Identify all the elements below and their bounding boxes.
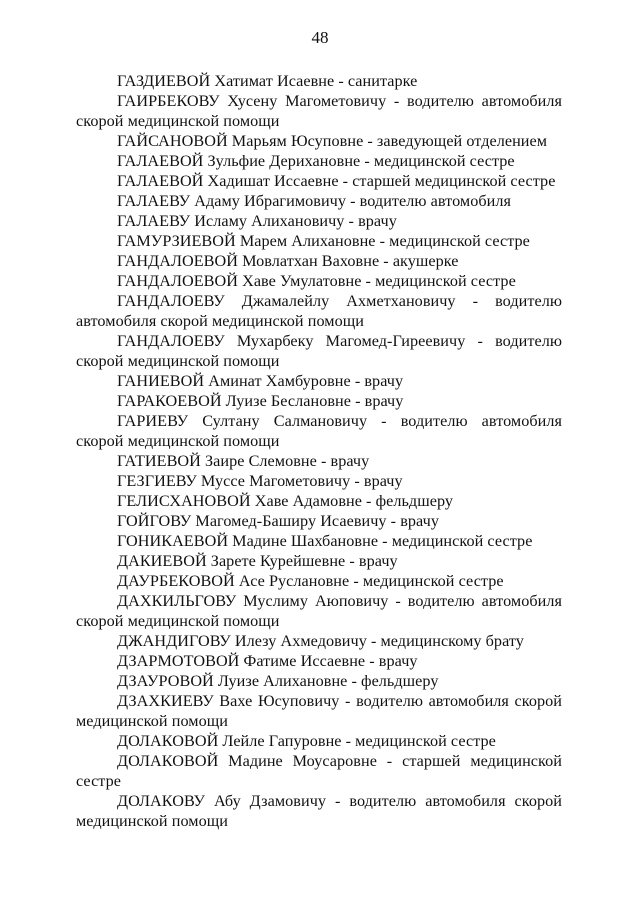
list-item: ГАЙСАНОВОЙ Марьям Юсуповне - заведующей отделением xyxy=(117,132,548,150)
list-item: ДЗАХКИЕВУ Вахе Юсуповичу - водителю автомобиля скорой медицинской помощи xyxy=(76,692,562,730)
list-item: ГАНДАЛОЕВУ Джамалейлу Ахметхановичу - водителю автомобиля скорой медицинской помощи xyxy=(76,292,562,330)
list-item: ГАНДАЛОЕВУ Мухарбеку Магомед-Гиреевичу - водителю скорой медицинской помощи xyxy=(76,332,562,370)
list-item: ГАНДАЛОЕВОЙ Мовлатхан Ваховне - акушерке xyxy=(117,252,459,270)
list-item: ДОЛАКОВУ Абу Дзамовичу - водителю автомобиля скорой медицинской помощи xyxy=(76,792,562,830)
page-number: 48 xyxy=(311,28,329,47)
entries-list xyxy=(76,71,562,831)
list-item: ГОЙГОВУ Магомед-Баширу Исаевичу - врачу xyxy=(117,512,439,530)
list-item: ДАКИЕВОЙ Зарете Курейшевне - врачу xyxy=(117,552,398,570)
list-item: ГАРАКОЕВОЙ Луизе Беслановне - врачу xyxy=(117,392,404,410)
list-item: ДОЛАКОВОЙ Лейле Гапуровне - медицинской сестре xyxy=(117,732,496,750)
list-item: ДЖАНДИГОВУ Илезу Ахмедовичу - медицинскому брату xyxy=(117,632,524,650)
list-item: ГАНДАЛОЕВОЙ Хаве Умулатовне - медицинской сестре xyxy=(117,272,516,290)
list-item: ГАЛАЕВУ Исламу Алихановичу - врачу xyxy=(117,212,397,230)
list-item: ГАЛАЕВОЙ Хадишат Иссаевне - старшей медицинской сестре xyxy=(117,172,556,190)
list-item: ГАЗДИЕВОЙ Хатимат Исаевне - санитарке xyxy=(117,72,418,90)
list-item: ДЗАУРОВОЙ Луизе Алихановне - фельдшеру xyxy=(117,672,439,690)
list-item: ГЕЛИСХАНОВОЙ Хаве Адамовне - фельдшеру xyxy=(117,492,454,510)
list-item: ГЕЗГИЕВУ Муссе Магометовичу - врачу xyxy=(117,472,403,490)
list-item: ГАЛАЕВУ Адаму Ибрагимовичу - водителю автомобиля xyxy=(117,192,511,210)
list-item: ГАМУРЗИЕВОЙ Марем Алихановне - медицинской сестре xyxy=(117,232,530,250)
list-item: ГАЛАЕВОЙ Зульфие Дерихановне - медицинской сестре xyxy=(117,152,515,170)
list-item: ДАУРБЕКОВОЙ Асе Руслановне - медицинской сестре xyxy=(117,572,504,590)
list-item: ДАХКИЛЬГОВУ Муслиму Аюповичу - водителю автомобиля скорой медицинской помощи xyxy=(76,592,562,630)
list-item: ГОНИКАЕВОЙ Мадине Шахбановне - медицинской сестре xyxy=(117,532,533,550)
list-item: ГАНИЕВОЙ Аминат Хамбуровне - врачу xyxy=(117,372,404,390)
list-item: ГАТИЕВОЙ Заире Слемовне - врачу xyxy=(117,452,370,470)
list-item: ДЗАРМОТОВОЙ Фатиме Иссаевне - врачу xyxy=(117,652,418,670)
list-item: ГАРИЕВУ Султану Салмановичу - водителю автомобиля скорой медицинской помощи xyxy=(76,412,562,450)
list-item: ГАИРБЕКОВУ Хусену Магометовичу - водителю автомобиля скорой медицинской помощи xyxy=(76,92,562,130)
list-item: ДОЛАКОВОЙ Мадине Моусаровне - старшей медицинской сестре xyxy=(76,752,562,790)
